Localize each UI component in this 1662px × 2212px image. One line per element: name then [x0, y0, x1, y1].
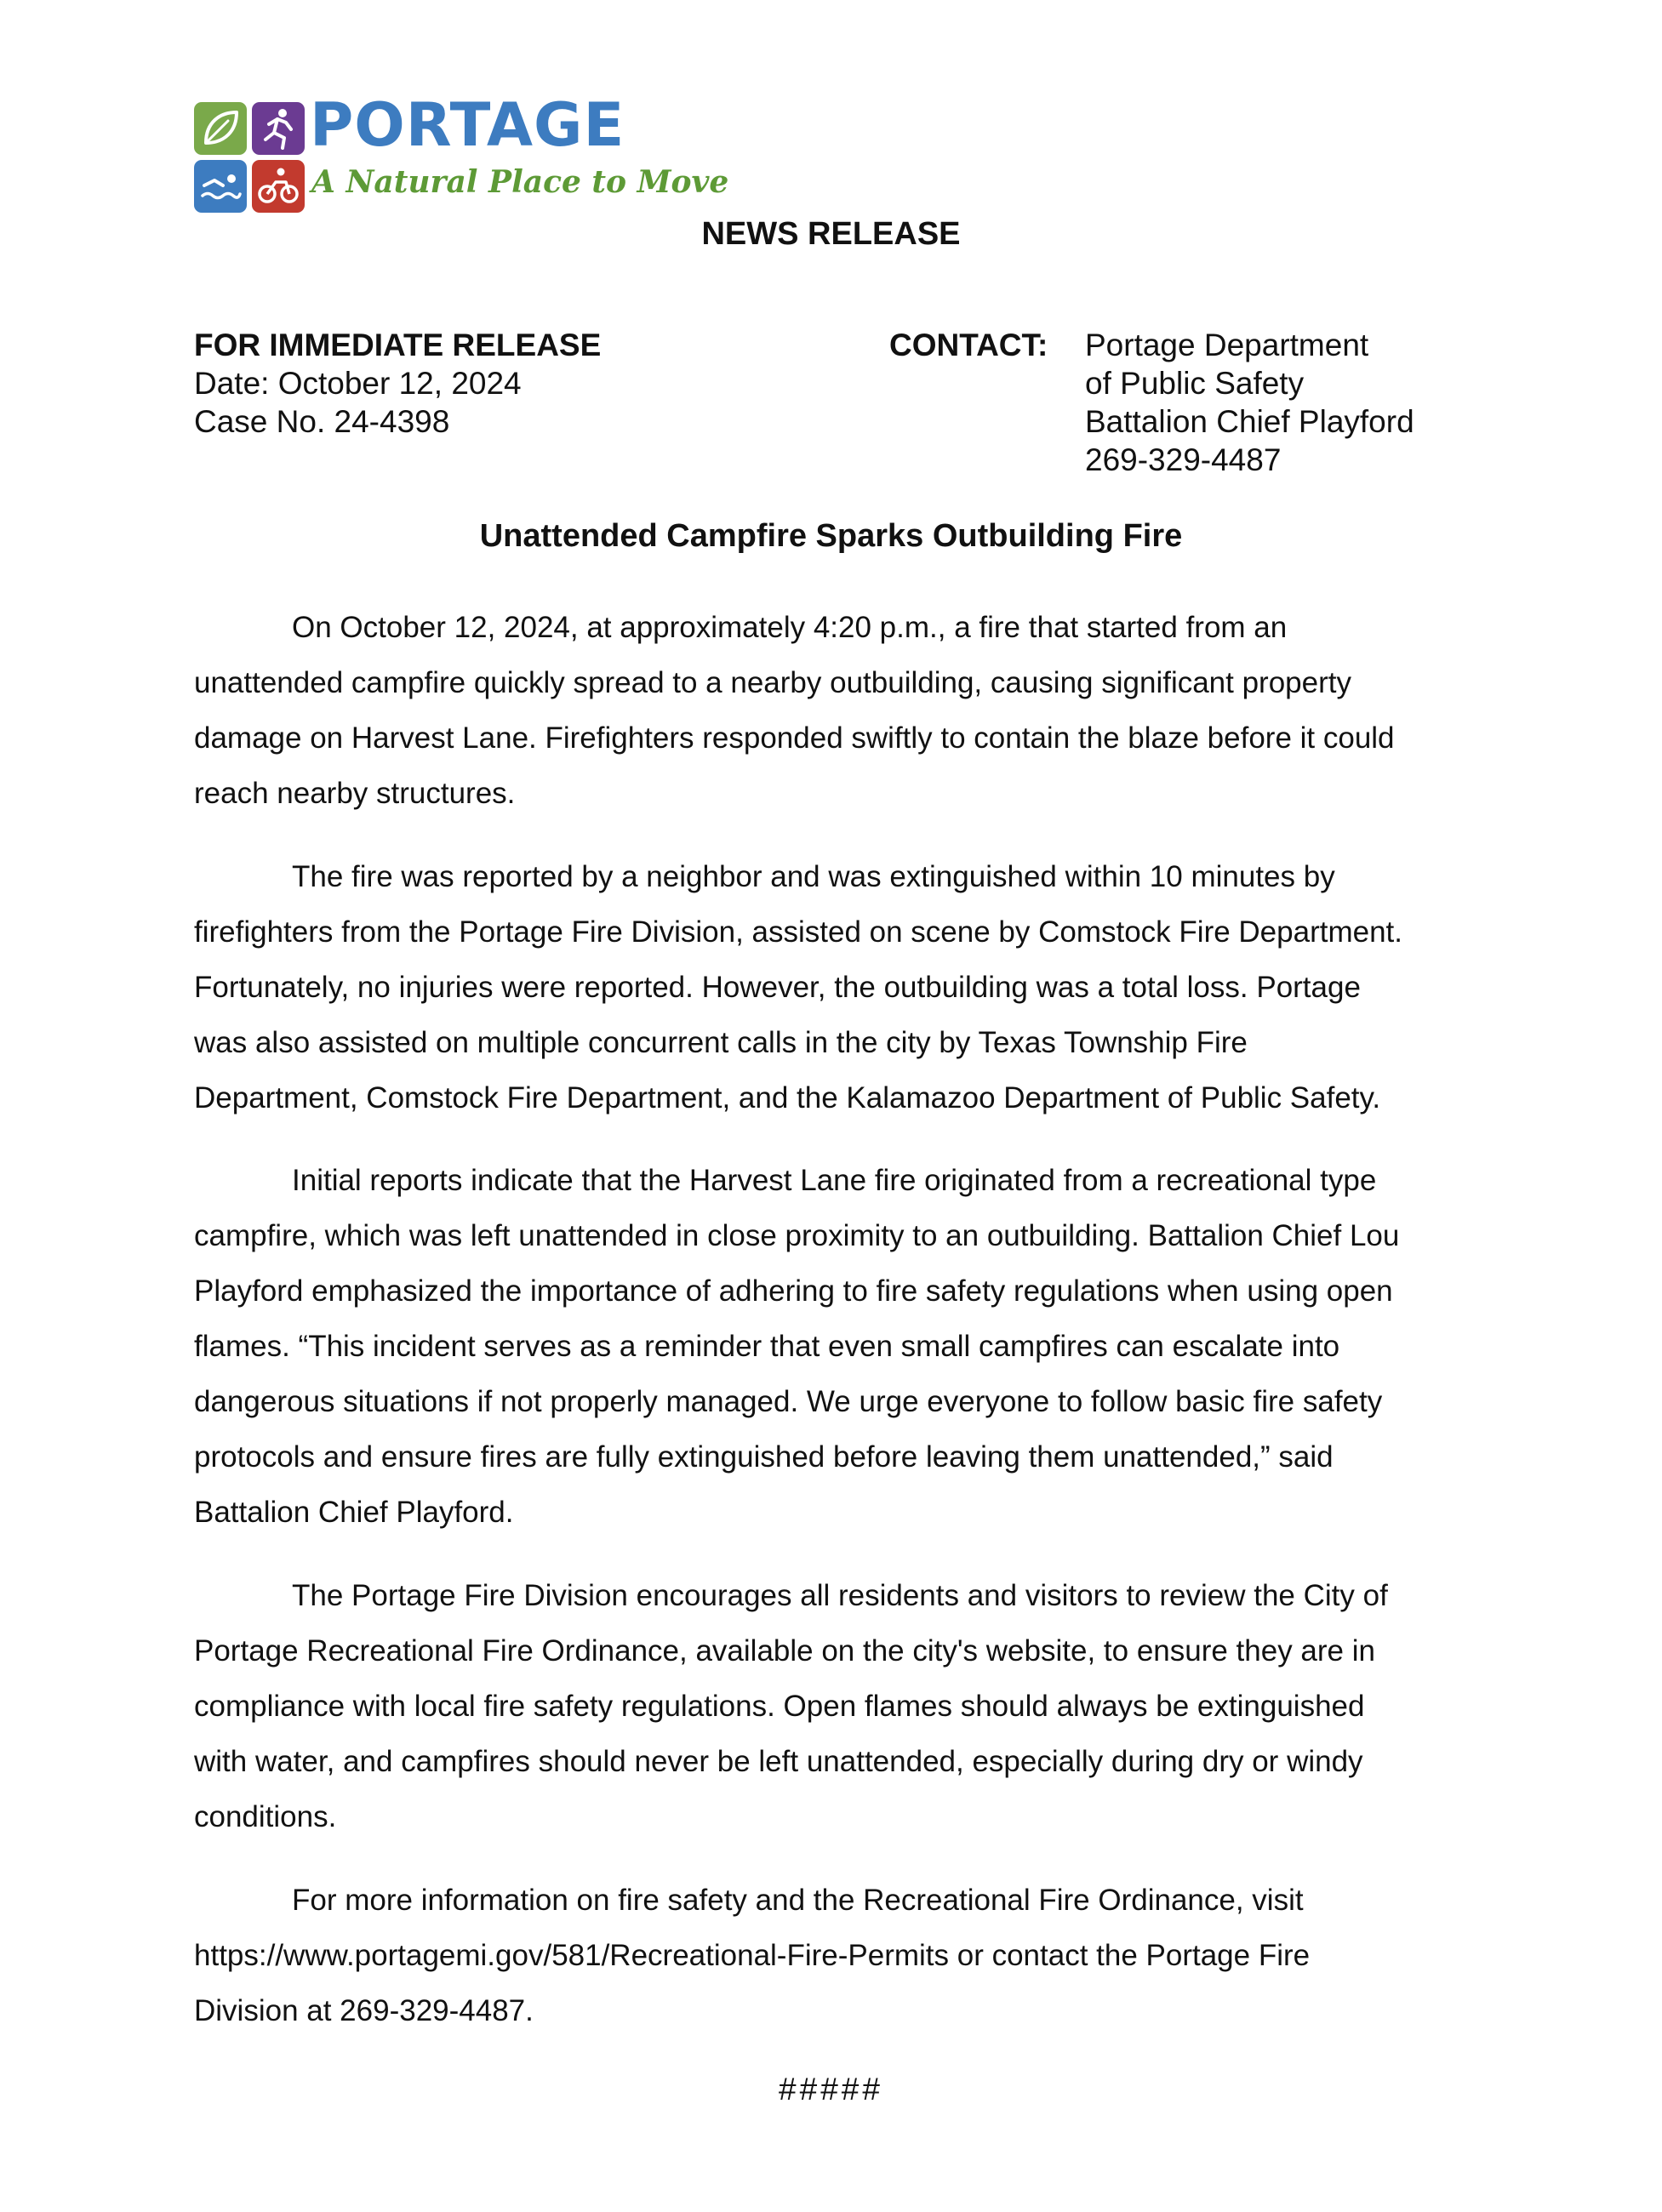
- contact-info: [1085, 326, 1414, 479]
- headline: Unattended Campfire Sparks Outbuilding Fire: [479, 518, 1183, 554]
- paragraph-line: The fire was reported by a neighbor and was extinguished within 10 minutes by: [292, 860, 1335, 893]
- release-label: FOR IMMEDIATE RELEASE: [194, 328, 602, 362]
- paragraph-line: For more information on fire safety and the Recreational Fire Ordinance, visit: [292, 1884, 1304, 1917]
- swimmer-icon: [194, 160, 247, 213]
- paragraph-line: firefighters from the Portage Fire Division, assisted on scene by Comstock Fire Department.: [194, 915, 1402, 949]
- paragraph-5: [194, 1873, 1472, 2038]
- paragraph-line: protocols and ensure fires are fully extinguished before leaving them unattended,” said: [194, 1440, 1334, 1474]
- paragraph-line: dangerous situations if not properly managed. We urge everyone to follow basic fire safety: [194, 1385, 1383, 1418]
- paragraph-line: reach nearby structures.: [194, 777, 516, 810]
- paragraph-line: On October 12, 2024, at approximately 4:20 p.m., a fire that started from an: [292, 611, 1288, 644]
- logo-tiles: [194, 102, 308, 214]
- runner-icon: [252, 102, 305, 155]
- logo-tagline: A Natural Place to Move: [311, 164, 729, 200]
- paragraph-line: campfire, which was left unattended in close proximity to an outbuilding. Battalion Chief Lou: [194, 1219, 1400, 1252]
- release-info: [194, 326, 601, 441]
- paragraph-line: flames. “This incident serves as a reminder that even small campfires can escalate into: [194, 1330, 1340, 1363]
- paragraph-line: Initial reports indicate that the Harvest Lane fire originated from a recreational type: [292, 1164, 1377, 1197]
- contact-label: CONTACT:: [889, 328, 1048, 362]
- paragraph-link-line[interactable]: https://www.portagemi.gov/581/Recreational-Fire-Permits or contact the Portage Fire: [194, 1939, 1311, 1972]
- case-number: Case No. 24-4398: [194, 404, 450, 439]
- cyclist-icon: [252, 160, 305, 213]
- paragraph-line: was also assisted on multiple concurrent calls in the city by Texas Township Fire: [194, 1026, 1248, 1059]
- end-mark: #####: [779, 2072, 883, 2107]
- paragraph-line: damage on Harvest Lane. Firefighters responded swiftly to contain the blaze before it could: [194, 721, 1395, 755]
- contact-phone: 269-329-4487: [1085, 442, 1282, 477]
- leaf-icon: [194, 102, 247, 155]
- contact-line: Portage Department: [1085, 328, 1369, 362]
- contact-line: Battalion Chief Playford: [1085, 404, 1414, 439]
- paragraph-line: Portage Recreational Fire Ordinance, available on the city's website, to ensure they are in: [194, 1634, 1375, 1668]
- paragraph-line: conditions.: [194, 1800, 337, 1833]
- portage-logo: [194, 90, 729, 219]
- logo-wordmark: PORTAGE: [310, 90, 625, 160]
- paragraph-line: Battalion Chief Playford.: [194, 1496, 514, 1529]
- paragraph-line: unattended campfire quickly spread to a nearby outbuilding, causing significant property: [194, 666, 1351, 699]
- paragraph-line: with water, and campfires should never be left unattended, especially during dry or windy: [194, 1745, 1363, 1778]
- paragraph-line: Playford emphasized the importance of adhering to fire safety regulations when using open: [194, 1274, 1393, 1308]
- paragraph-line: compliance with local fire safety regulations. Open flames should always be extinguished: [194, 1690, 1365, 1723]
- paragraph-2: [194, 849, 1472, 1126]
- paragraph-3: [194, 1153, 1472, 1540]
- document-type: NEWS RELEASE: [701, 216, 961, 252]
- paragraph-line: Department, Comstock Fire Department, and the Kalamazoo Department of Public Safety.: [194, 1081, 1381, 1115]
- paragraph-4: [194, 1568, 1472, 1844]
- paragraph-1: [194, 600, 1472, 821]
- paragraph-line: Fortunately, no injuries were reported. However, the outbuilding was a total loss. Portage: [194, 971, 1361, 1004]
- contact-line: of Public Safety: [1085, 366, 1305, 401]
- paragraph-line: Division at 269-329-4487.: [194, 1994, 534, 2027]
- release-date: Date: October 12, 2024: [194, 366, 522, 401]
- paragraph-line: The Portage Fire Division encourages all residents and visitors to review the City of: [292, 1579, 1388, 1612]
